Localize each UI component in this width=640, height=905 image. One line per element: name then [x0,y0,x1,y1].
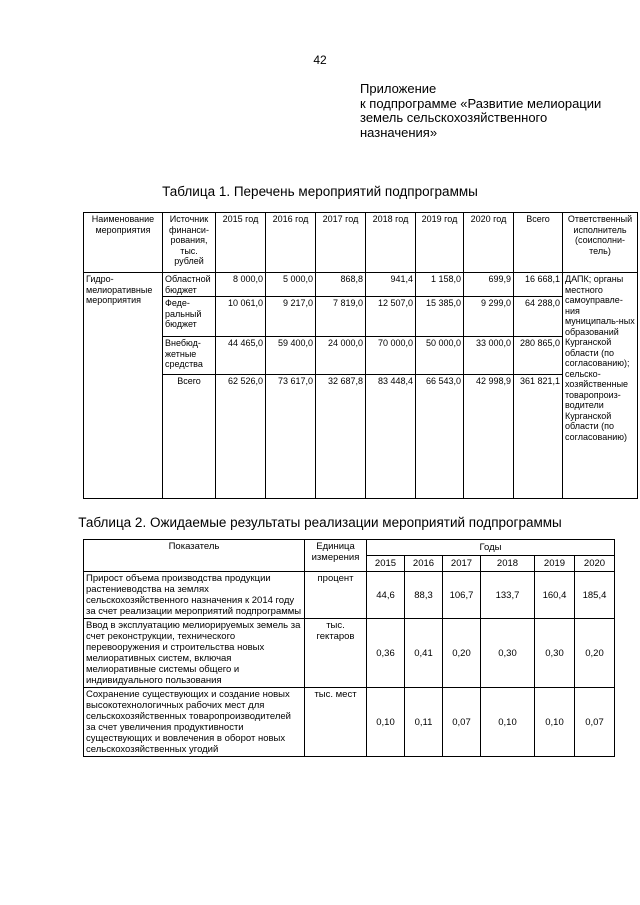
value-cell: 0,36 [367,619,405,688]
header-total: Всего [514,213,563,273]
table2-title: Таблица 2. Ожидаемые результаты реализации мероприятий подпрограммы [78,515,562,530]
unit-cell: тыс. мест [305,688,367,757]
header-2015: 2015 [367,556,405,572]
value-cell: 0,20 [443,619,481,688]
value-cell: 62 526,0 [216,375,266,499]
value-cell: 44 465,0 [216,337,266,375]
value-cell: 133,7 [481,572,535,619]
value-cell: 0,41 [405,619,443,688]
value-cell: 0,30 [481,619,535,688]
value-cell: 0,11 [405,688,443,757]
table-row [84,572,615,619]
table-row [84,375,638,499]
value-cell: 1 158,0 [416,273,464,297]
value-cell: 73 617,0 [266,375,316,499]
value-cell: 12 507,0 [366,297,416,337]
results-table [83,539,615,757]
header-executor: Ответственный исполнитель (соисполни-тель) [563,213,638,273]
value-cell: 361 821,1 [514,375,563,499]
source-cell: Феде-ральный бюджет [163,297,216,337]
value-cell: 0,30 [535,619,575,688]
table-row [84,337,638,375]
header-name: Наименование мероприятия [84,213,163,273]
value-cell: 24 000,0 [316,337,366,375]
appendix-line-4: назначения» [360,124,438,140]
appendix-line-3: земель сельскохозяйственного [360,110,548,125]
value-cell: 699,9 [464,273,514,297]
value-cell: 9 299,0 [464,297,514,337]
value-cell: 32 687,8 [316,375,366,499]
value-cell: 33 000,0 [464,337,514,375]
value-cell: 0,20 [575,619,615,688]
header-indicator: Показатель [84,540,305,572]
value-cell: 280 865,0 [514,337,563,375]
appendix-line-2: к подпрограмме «Развитие мелиорации [360,95,602,111]
header-2017: 2017 [443,556,481,572]
executor-cell: ДАПК; органы местного самоуправле-ния муниципаль-ных образований Курганской области (по согласованию); сельско-хозяйственные товаропроиз-водители Курганской области (по согласованию) [563,273,638,499]
value-cell: 0,10 [535,688,575,757]
header-2020: 2020 год [464,213,514,273]
unit-cell: тыс. гектаров [305,619,367,688]
header-2015: 2015 год [216,213,266,273]
header-source: Источник финанси-рования, тыс. рублей [163,213,216,273]
header-2018: 2018 [481,556,535,572]
table-row [84,619,615,688]
header-2016: 2016 год [266,213,316,273]
header-2019: 2019 год [416,213,464,273]
value-cell: 5 000,0 [266,273,316,297]
value-cell: 0,07 [575,688,615,757]
appendix-heading [360,82,620,140]
header-2020: 2020 [575,556,615,572]
unit-cell: процент [305,572,367,619]
value-cell: 50 000,0 [416,337,464,375]
source-cell: Всего [163,375,216,499]
value-cell: 15 385,0 [416,297,464,337]
measure-name: Гидро-мелиоративные мероприятия [84,273,163,499]
table2-header-row [84,540,615,556]
indicator-cell: Ввод в эксплуатацию мелиорируемых земель за счет реконструкции, технического перевооружения и строительства новых мелиоративных систем, включая мелиоративные системы общего и индивидуального пользования [84,619,305,688]
value-cell: 7 819,0 [316,297,366,337]
value-cell: 106,7 [443,572,481,619]
table1-title: Таблица 1. Перечень мероприятий подпрограммы [162,184,478,199]
header-2019: 2019 [535,556,575,572]
value-cell: 0,07 [443,688,481,757]
appendix-line-1: Приложение [360,81,437,96]
page-number: 42 [313,53,327,67]
value-cell: 64 288,0 [514,297,563,337]
indicator-cell: Прирост объема производства продукции растениеводства на землях сельскохозяйственного назначения к 2014 году за счет реализации мероприятий подпрограммы [84,572,305,619]
value-cell: 0,10 [481,688,535,757]
table-row [84,273,638,297]
value-cell: 83 448,4 [366,375,416,499]
value-cell: 10 061,0 [216,297,266,337]
indicator-cell: Сохранение существующих и создание новых высокотехнологичных рабочих мест для сельскохозяйственных товаропроизводителей за счет увеличения продуктивности существующих и вовлечения в оборот новых сельскохозяйственных угодий [84,688,305,757]
value-cell: 44,6 [367,572,405,619]
value-cell: 16 668,1 [514,273,563,297]
value-cell: 70 000,0 [366,337,416,375]
value-cell: 941,4 [366,273,416,297]
table-row [84,688,615,757]
source-cell: Внебюд-жетные средства [163,337,216,375]
header-2017: 2017 год [316,213,366,273]
value-cell: 88,3 [405,572,443,619]
measures-table [83,212,638,499]
value-cell: 66 543,0 [416,375,464,499]
value-cell: 59 400,0 [266,337,316,375]
value-cell: 0,10 [367,688,405,757]
table1-header-row [84,213,638,273]
value-cell: 8 000,0 [216,273,266,297]
table-row [84,297,638,337]
value-cell: 160,4 [535,572,575,619]
header-2016: 2016 [405,556,443,572]
header-years: Годы [367,540,615,556]
value-cell: 185,4 [575,572,615,619]
value-cell: 868,8 [316,273,366,297]
source-cell: Областной бюджет [163,273,216,297]
value-cell: 42 998,9 [464,375,514,499]
header-unit: Единица измерения [305,540,367,572]
value-cell: 9 217,0 [266,297,316,337]
header-2018: 2018 год [366,213,416,273]
